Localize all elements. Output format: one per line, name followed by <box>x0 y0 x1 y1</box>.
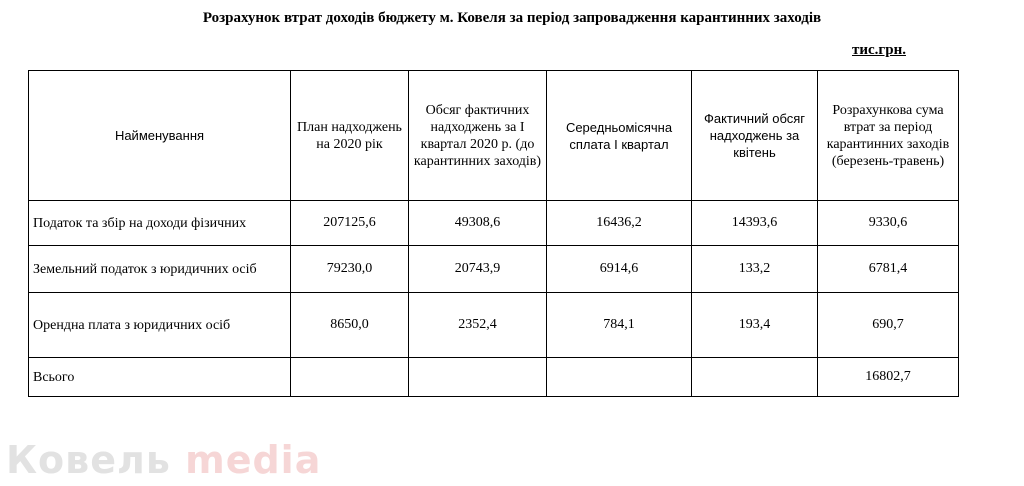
table-row <box>29 246 959 293</box>
table-row <box>29 201 959 246</box>
row-plan: 8650,0 <box>291 293 409 358</box>
header-plan: План надходжень на 2020 рік <box>291 71 409 201</box>
row-monthly-avg: 16436,2 <box>547 201 692 246</box>
watermark-logo <box>6 438 321 482</box>
row-name: Земельний податок з юридичних осіб <box>29 246 291 293</box>
row-april-actual: 133,2 <box>692 246 818 293</box>
row-plan: 207125,6 <box>291 201 409 246</box>
row-monthly-avg: 784,1 <box>547 293 692 358</box>
header-name: Найменування <box>29 71 291 201</box>
total-q1-empty <box>409 358 547 397</box>
total-label: Всього <box>29 358 291 397</box>
header-q1-actual: Обсяг фактичних надходжень за І квартал 2020 р. (до карантинних заходів) <box>409 71 547 201</box>
total-loss: 16802,7 <box>818 358 959 397</box>
total-monthly-empty <box>547 358 692 397</box>
row-name: Орендна плата з юридичних осіб <box>29 293 291 358</box>
table-total-row <box>29 358 959 397</box>
row-monthly-avg: 6914,6 <box>547 246 692 293</box>
row-q1-actual: 20743,9 <box>409 246 547 293</box>
document-title: Розрахунок втрат доходів бюджету м. Ковеля за період запровадження карантинних заходів <box>202 10 822 26</box>
watermark-part-1: Ковель <box>6 438 171 482</box>
row-april-actual: 14393,6 <box>692 201 818 246</box>
row-q1-actual: 2352,4 <box>409 293 547 358</box>
row-loss: 690,7 <box>818 293 959 358</box>
table-header-row <box>29 71 959 201</box>
row-plan: 79230,0 <box>291 246 409 293</box>
row-loss: 6781,4 <box>818 246 959 293</box>
header-april-actual: Фактичний обсяг надходжень за квітень <box>692 71 818 201</box>
total-april-empty <box>692 358 818 397</box>
table-row <box>29 293 959 358</box>
loss-calculation-table <box>28 70 959 397</box>
total-plan-empty <box>291 358 409 397</box>
watermark-part-2: media <box>185 438 322 482</box>
header-loss: Розрахункова сума втрат за період карантинних заходів (березень-травень) <box>818 71 959 201</box>
row-name: Податок та збір на доходи фізичних <box>29 201 291 246</box>
header-monthly-avg: Середньомісячна сплата І квартал <box>547 71 692 201</box>
unit-label: тис.грн. <box>852 42 906 58</box>
row-loss: 9330,6 <box>818 201 959 246</box>
row-q1-actual: 49308,6 <box>409 201 547 246</box>
row-april-actual: 193,4 <box>692 293 818 358</box>
